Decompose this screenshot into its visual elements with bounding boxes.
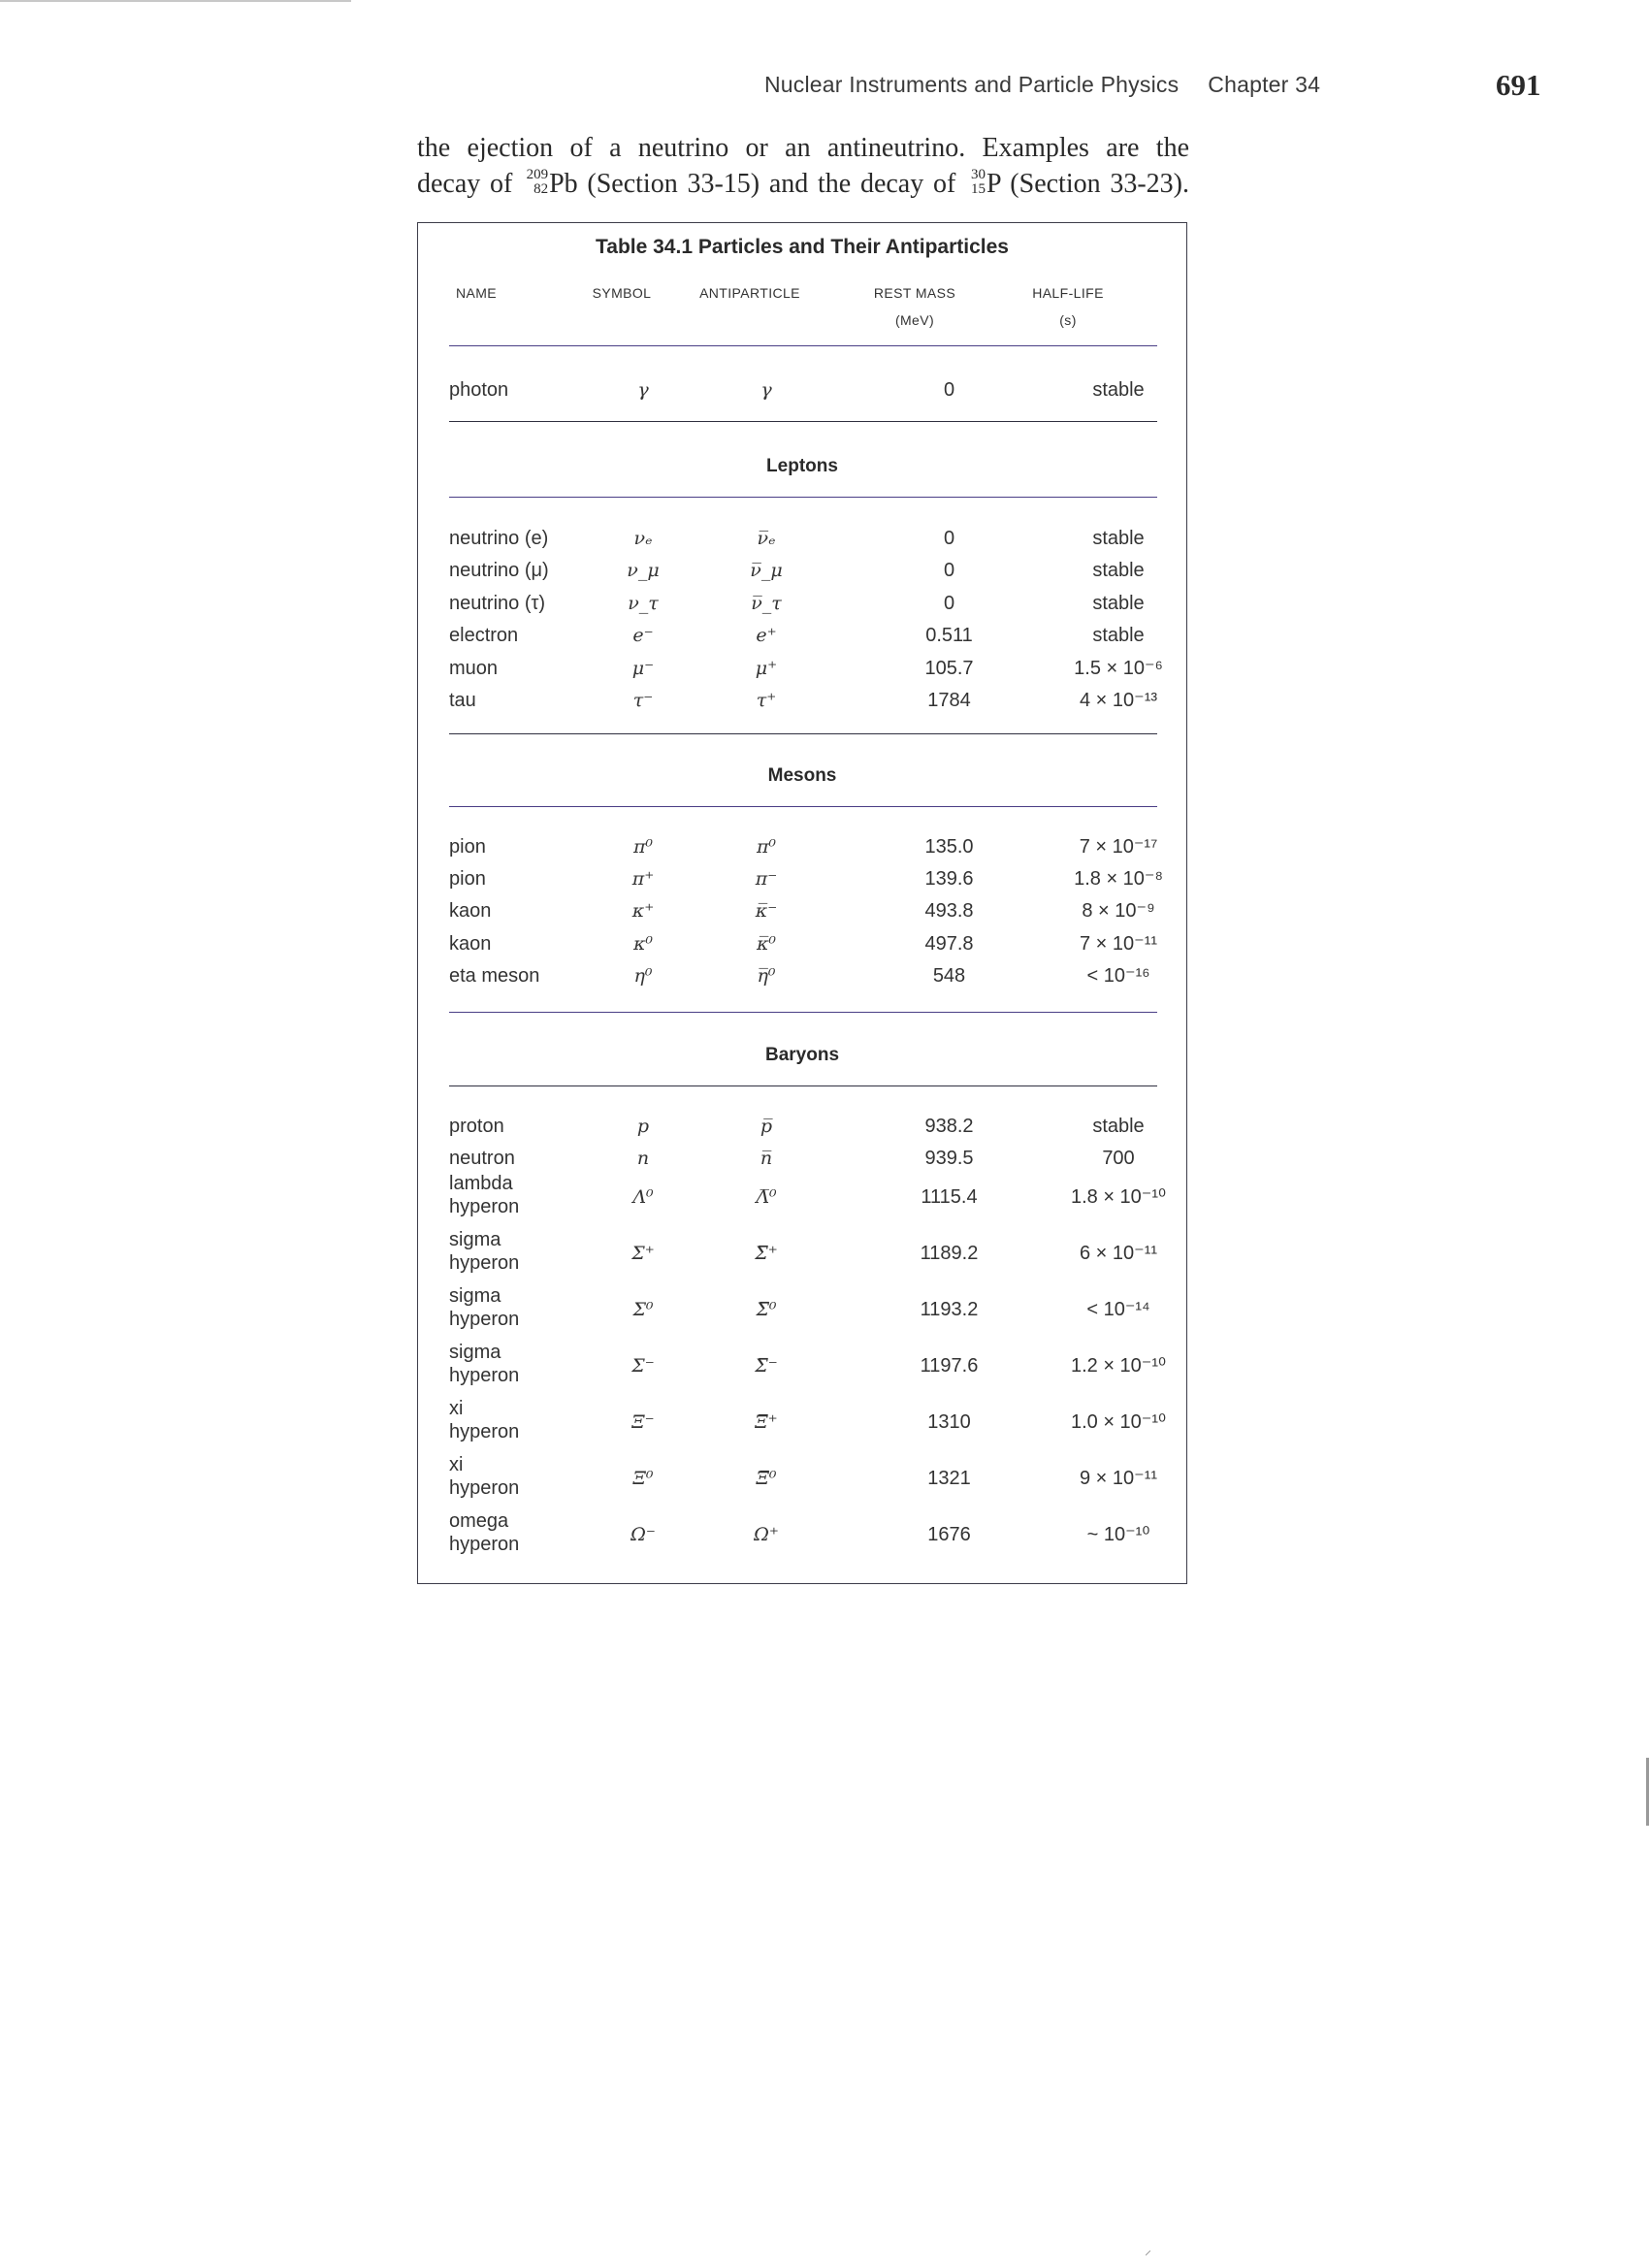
- cell-antiparticle: μ⁺: [755, 657, 778, 679]
- cell-antiparticle: η̅⁰: [757, 964, 776, 987]
- running-head: [764, 72, 1320, 98]
- cell-antiparticle: n̅: [760, 1148, 773, 1169]
- cell-name: neutrino (e): [449, 528, 549, 549]
- cell-antiparticle: ν̅_μ: [750, 560, 783, 582]
- cell-name-line-2: hyperon: [449, 1421, 520, 1442]
- cell-rest-mass: 105.7: [924, 657, 974, 679]
- cell-name-line-1: omega: [449, 1510, 509, 1532]
- cell-name: neutrino (τ): [449, 592, 546, 614]
- isotope-mass-number: 209: [526, 167, 549, 182]
- column-header-unit: (MeV): [894, 312, 935, 328]
- cell-symbol: π⁺: [631, 868, 655, 891]
- cell-half-life: 8 × 10⁻⁹: [1082, 900, 1155, 923]
- section-rule: [449, 421, 1157, 422]
- cell-name: [449, 1397, 519, 1443]
- cell-name-line-1: sigma: [449, 1285, 501, 1307]
- cell-half-life: 6 × 10⁻¹¹: [1079, 1243, 1158, 1264]
- cell-name: photon: [449, 379, 509, 401]
- cell-name: [449, 1341, 519, 1387]
- cell-name: tau: [449, 690, 476, 711]
- cell-rest-mass: 1784: [927, 690, 971, 711]
- column-header-label: REST MASS: [873, 285, 956, 301]
- cell-antiparticle: Σ̅⁻: [755, 1355, 778, 1377]
- cell-rest-mass: 0.511: [925, 625, 973, 647]
- column-header-rest-mass: [866, 279, 963, 334]
- cell-symbol: τ⁻: [632, 690, 654, 711]
- cell-antiparticle: κ̅⁰: [756, 932, 777, 955]
- running-title: Nuclear Instruments and Particle Physics: [764, 72, 1180, 97]
- cell-half-life: stable: [1092, 560, 1145, 582]
- cell-name: kaon: [449, 900, 492, 923]
- column-header-antiparticle: [682, 279, 818, 307]
- cell-rest-mass: 1197.6: [920, 1355, 979, 1377]
- section-rule: [449, 1085, 1157, 1086]
- cell-name: neutrino (μ): [449, 560, 549, 582]
- cell-symbol: Ω⁻: [630, 1524, 656, 1545]
- cell-rest-mass: 1115.4: [921, 1186, 978, 1208]
- cell-half-life: stable: [1092, 625, 1145, 647]
- cell-antiparticle: p̅: [760, 1116, 773, 1137]
- cell-antiparticle: π⁰: [756, 836, 777, 858]
- cell-half-life: < 10⁻¹⁴: [1086, 1299, 1150, 1320]
- cell-name: electron: [449, 625, 519, 647]
- cell-rest-mass: 0: [943, 560, 955, 582]
- cell-symbol: γ: [637, 379, 649, 401]
- isotope-atomic-number: 82: [534, 181, 549, 197]
- cell-symbol: Ξ⁰: [632, 1468, 654, 1489]
- cell-rest-mass: 0: [943, 592, 955, 614]
- cell-name-line-1: xi: [449, 1398, 464, 1419]
- scan-edge-line: [0, 0, 351, 2]
- cell-half-life: < 10⁻¹⁶: [1086, 964, 1150, 987]
- cell-rest-mass: 0: [943, 379, 955, 401]
- cell-rest-mass: 1676: [927, 1524, 971, 1545]
- cell-rest-mass: 0: [943, 528, 955, 549]
- column-header-symbol: [573, 279, 670, 307]
- cell-name: eta meson: [449, 964, 540, 987]
- cell-antiparticle: π⁻: [755, 868, 778, 891]
- cell-symbol: ν_τ: [628, 592, 659, 614]
- cell-antiparticle: Σ̅⁰: [756, 1299, 777, 1320]
- column-header-name: [437, 279, 515, 307]
- cell-symbol: μ⁻: [631, 657, 655, 679]
- section-heading-leptons: Leptons: [766, 456, 838, 476]
- cell-symbol: Σ⁺: [631, 1243, 655, 1264]
- column-header-label: NAME: [455, 285, 498, 301]
- cell-symbol: ν_μ: [627, 560, 660, 582]
- cell-name-line-1: sigma: [449, 1342, 501, 1363]
- page-number: 691: [1496, 68, 1541, 102]
- cell-name-line-2: hyperon: [449, 1196, 520, 1217]
- cell-symbol: π⁰: [632, 836, 654, 858]
- section-rule: [449, 806, 1157, 807]
- cell-rest-mass: 1193.2: [920, 1299, 979, 1320]
- cell-name: [449, 1453, 519, 1500]
- cell-antiparticle: γ: [760, 379, 772, 401]
- cell-half-life: stable: [1092, 528, 1145, 549]
- intro-paragraph: [417, 130, 1189, 202]
- cell-name-line-1: xi: [449, 1454, 464, 1475]
- cell-name-line-2: hyperon: [449, 1252, 520, 1274]
- cell-name: kaon: [449, 932, 492, 955]
- cell-symbol: p: [636, 1116, 650, 1137]
- cell-half-life: 1.5 × 10⁻⁶: [1074, 657, 1163, 679]
- column-header-label: ANTIPARTICLE: [699, 285, 800, 301]
- cell-name-line-2: hyperon: [449, 1309, 520, 1330]
- cell-rest-mass: 1310: [927, 1411, 971, 1433]
- cell-antiparticle: Λ̅⁰: [756, 1186, 777, 1208]
- intro-line-2: [417, 166, 1189, 202]
- cell-half-life: 1.8 × 10⁻⁸: [1074, 868, 1163, 891]
- cell-symbol: e⁻: [632, 625, 654, 647]
- isotope-mass-number: 30: [971, 167, 986, 182]
- cell-name: [449, 1284, 519, 1331]
- cell-rest-mass: 938.2: [924, 1116, 974, 1137]
- cell-symbol: Σ⁰: [632, 1299, 654, 1320]
- column-header-label: SYMBOL: [592, 285, 652, 301]
- cell-symbol: κ⁺: [631, 900, 655, 923]
- intro-line-1: the ejection of a neutrino or an antineutrino. Examples are the: [417, 133, 1189, 163]
- cell-name: neutron: [449, 1148, 515, 1169]
- cell-name: [449, 1509, 519, 1556]
- cell-half-life: stable: [1092, 592, 1145, 614]
- table-title: Table 34.1 Particles and Their Antiparticles: [596, 236, 1009, 258]
- cell-symbol: n: [636, 1148, 650, 1169]
- column-header-unit: (s): [1059, 312, 1077, 328]
- section-heading-mesons: Mesons: [767, 765, 837, 786]
- cell-name: muon: [449, 657, 499, 679]
- cell-antiparticle: ν̅ₑ: [757, 528, 776, 549]
- cell-half-life: 1.2 × 10⁻¹⁰: [1070, 1355, 1167, 1377]
- section-rule: [449, 733, 1157, 734]
- cell-half-life: 9 × 10⁻¹¹: [1079, 1468, 1158, 1489]
- cell-rest-mass: 493.8: [924, 900, 974, 923]
- cell-antiparticle: Ξ̅⁺: [755, 1411, 778, 1433]
- chapter-label: Chapter 34: [1208, 72, 1321, 97]
- cell-name: pion: [449, 868, 486, 891]
- particles-table: [417, 222, 1187, 1584]
- section-rule: [449, 1012, 1157, 1013]
- isotope-atomic-number: 15: [971, 181, 986, 197]
- cell-rest-mass: 1189.2: [920, 1243, 979, 1264]
- isotope-lead: [522, 167, 549, 197]
- cell-antiparticle: e⁺: [756, 625, 777, 647]
- cell-symbol: Σ⁻: [631, 1355, 655, 1377]
- cell-name-line-2: hyperon: [449, 1365, 520, 1386]
- cell-symbol: νₑ: [633, 528, 653, 549]
- cell-antiparticle: Ξ̅⁰: [756, 1468, 777, 1489]
- cell-name: [449, 1228, 519, 1275]
- cell-rest-mass: 497.8: [924, 932, 974, 955]
- cell-rest-mass: 139.6: [924, 868, 974, 891]
- isotope-phosphorus: [965, 167, 986, 197]
- cell-rest-mass: 135.0: [924, 836, 974, 858]
- cell-antiparticle: ν̅_τ: [751, 592, 782, 614]
- intro-text-a: decay of: [417, 169, 523, 199]
- cell-half-life: ~ 10⁻¹⁰: [1086, 1524, 1150, 1545]
- cell-symbol: κ⁰: [632, 932, 654, 955]
- cell-name: [449, 1172, 519, 1218]
- cell-symbol: Λ⁰: [632, 1186, 654, 1208]
- cell-rest-mass: 548: [932, 964, 966, 987]
- cell-half-life: 1.8 × 10⁻¹⁰: [1070, 1186, 1167, 1208]
- cell-antiparticle: Σ̅⁺: [755, 1243, 778, 1264]
- cell-half-life: stable: [1092, 1116, 1145, 1137]
- cell-antiparticle: Ω⁺: [754, 1524, 779, 1545]
- cell-half-life: stable: [1092, 379, 1145, 401]
- pen-mark: ⸝: [1145, 2242, 1151, 2257]
- cell-antiparticle: τ⁺: [756, 690, 777, 711]
- cell-symbol: η⁰: [633, 964, 653, 987]
- cell-half-life: 7 × 10⁻¹⁷: [1079, 836, 1158, 858]
- cell-half-life: 7 × 10⁻¹¹: [1079, 932, 1158, 955]
- cell-name: pion: [449, 836, 486, 858]
- cell-rest-mass: 1321: [927, 1468, 971, 1489]
- cell-name-line-2: hyperon: [449, 1534, 520, 1555]
- cell-rest-mass: 939.5: [924, 1148, 974, 1169]
- column-header-label: HALF-LIFE: [1032, 285, 1104, 301]
- cell-name-line-1: lambda: [449, 1173, 513, 1194]
- section-rule: [449, 497, 1157, 498]
- cell-name-line-1: sigma: [449, 1229, 501, 1250]
- column-header-half-life: [1019, 279, 1116, 334]
- cell-name: proton: [449, 1116, 504, 1137]
- cell-antiparticle: κ̅⁻: [755, 900, 778, 923]
- section-heading-baryons: Baryons: [764, 1045, 840, 1065]
- intro-text-b: Pb (Section 33-15) and the decay of: [549, 169, 966, 199]
- cell-half-life: 1.0 × 10⁻¹⁰: [1070, 1411, 1167, 1433]
- header-rule: [449, 345, 1157, 346]
- cell-half-life: 4 × 10⁻¹³: [1079, 690, 1158, 711]
- cell-symbol: Ξ⁻: [631, 1411, 655, 1433]
- cell-half-life: 700: [1102, 1148, 1135, 1169]
- intro-text-c: P (Section 33-23).: [986, 169, 1189, 199]
- cell-name-line-2: hyperon: [449, 1477, 520, 1499]
